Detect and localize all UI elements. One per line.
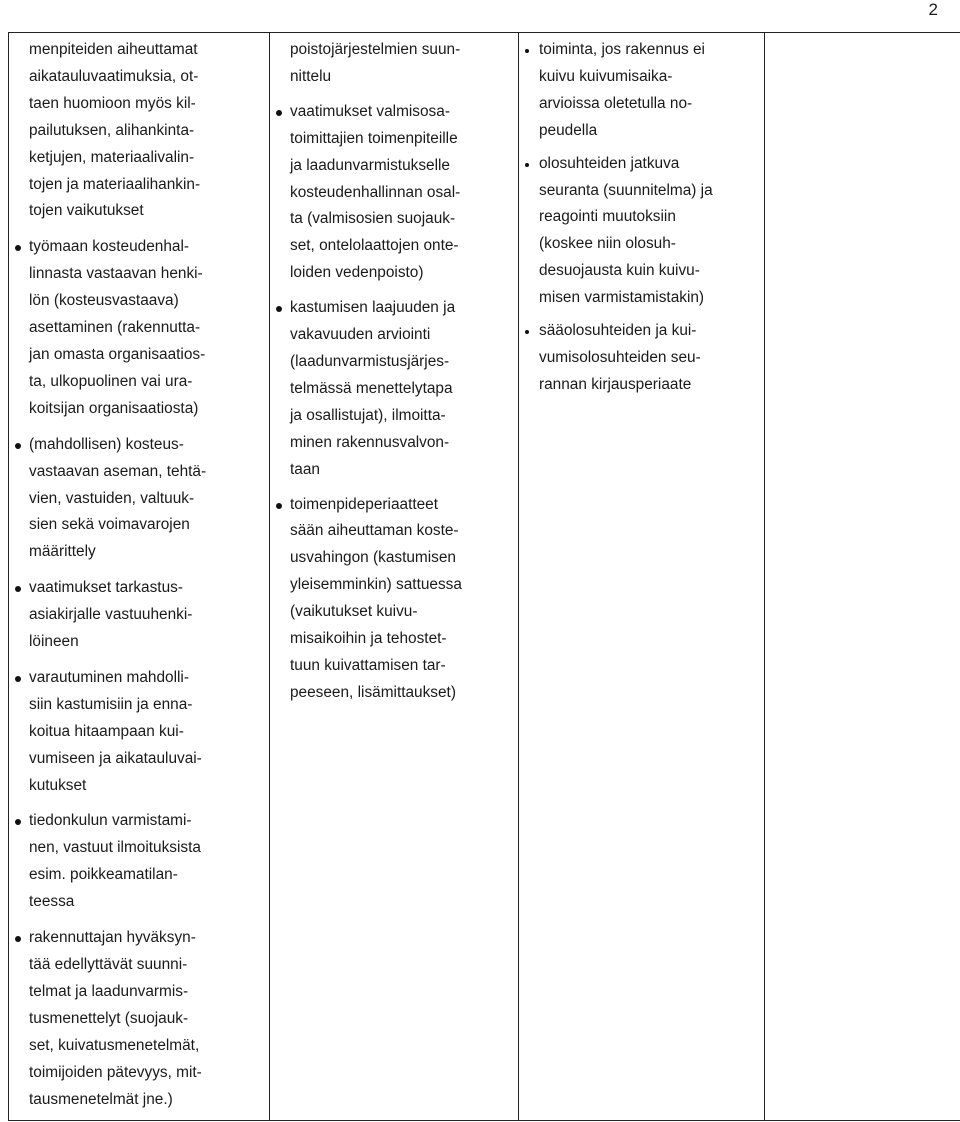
- list-item: olosuhteiden jatkuva seuranta (suunnitelma) ja reagointi muutoksiin (koskee niin olosuh- desuojausta kuin kuivu- misen varmistamistakin): [527, 151, 756, 312]
- table-cell-column-4: [765, 33, 960, 1121]
- list-item: kastumisen laajuuden ja vakavuuden arviointi (laadunvarmistusjärjes- telmässä menettelytapa ja osallistujat), ilmoitta- minen rakennusvalvon- taan: [278, 295, 510, 483]
- bullet-list: [17, 234, 261, 1113]
- list-item: vaatimukset tarkastus- asiakirjalle vastuuhenki- löineen: [17, 575, 261, 656]
- bullet-list: [527, 37, 756, 399]
- continued-text: menpiteiden aiheuttamat aikatauluvaatimuksia, ot- taen huomioon myös kil- pailutuksen, alihankinta- ketjujen, materiaalivalin- tojen ja materiaalihankin- tojen vaikutukset: [29, 41, 201, 220]
- list-item: tiedonkulun varmistami- nen, vastuut ilmoituksista esim. poikkeamatilan- teessa: [17, 808, 261, 916]
- bullet-list: [278, 99, 510, 707]
- requirements-table: [8, 32, 960, 1121]
- page-number: 2: [928, 0, 938, 19]
- table-row: [9, 33, 960, 1121]
- table-cell-column-1: [9, 33, 270, 1121]
- list-item: työmaan kosteudenhal- linnasta vastaavan henki- lön (kosteusvastaava) asettaminen (rakennutta- jan omasta organisaatios- ta, ulkopuolinen vai ura- koitsijan organisaatiosta): [17, 234, 261, 422]
- list-item: rakennuttajan hyväksyn- tää edellyttävät suunni- telmat ja laadunvarmis- tusmenettelyt (suojauk- set, kuivatusmenetelmät, toimijoiden pätevyys, mit- tausmenetelmät jne.): [17, 925, 261, 1113]
- table-cell-column-3: [519, 33, 765, 1121]
- list-item: toiminta, jos rakennus ei kuivu kuivumisaika- arvioissa oletetulla no- peudella: [527, 37, 756, 145]
- list-item: sääolosuhteiden ja kui- vumisolosuhteiden seu- rannan kirjausperiaate: [527, 318, 756, 399]
- list-item: varautuminen mahdolli- siin kastumisiin ja enna- koitua hitaampaan kui- vumiseen ja aikatauluvai- kutukset: [17, 665, 261, 800]
- continued-text: poistojärjestelmien suun- nittelu: [290, 41, 461, 85]
- list-item: (mahdollisen) kosteus- vastaavan aseman, tehtä- vien, vastuiden, valtuuk- sien sekä voimavarojen määrittely: [17, 432, 261, 567]
- list-item: vaatimukset valmisosa- toimittajien toimenpiteille ja laadunvarmistukselle kosteudenhallinnan osal- ta (valmisosien suojauk- set, ontelolaattojen onte- loiden vedenpoisto): [278, 99, 510, 287]
- table-cell-column-2: [270, 33, 519, 1121]
- list-item: toimenpideperiaatteet sään aiheuttaman koste- usvahingon (kastumisen yleisemminkin) sattuessa (vaikutukset kuivu- misaikoihin ja tehostet- tuun kuivattamisen tar- peeseen, lisämittaukset): [278, 492, 510, 707]
